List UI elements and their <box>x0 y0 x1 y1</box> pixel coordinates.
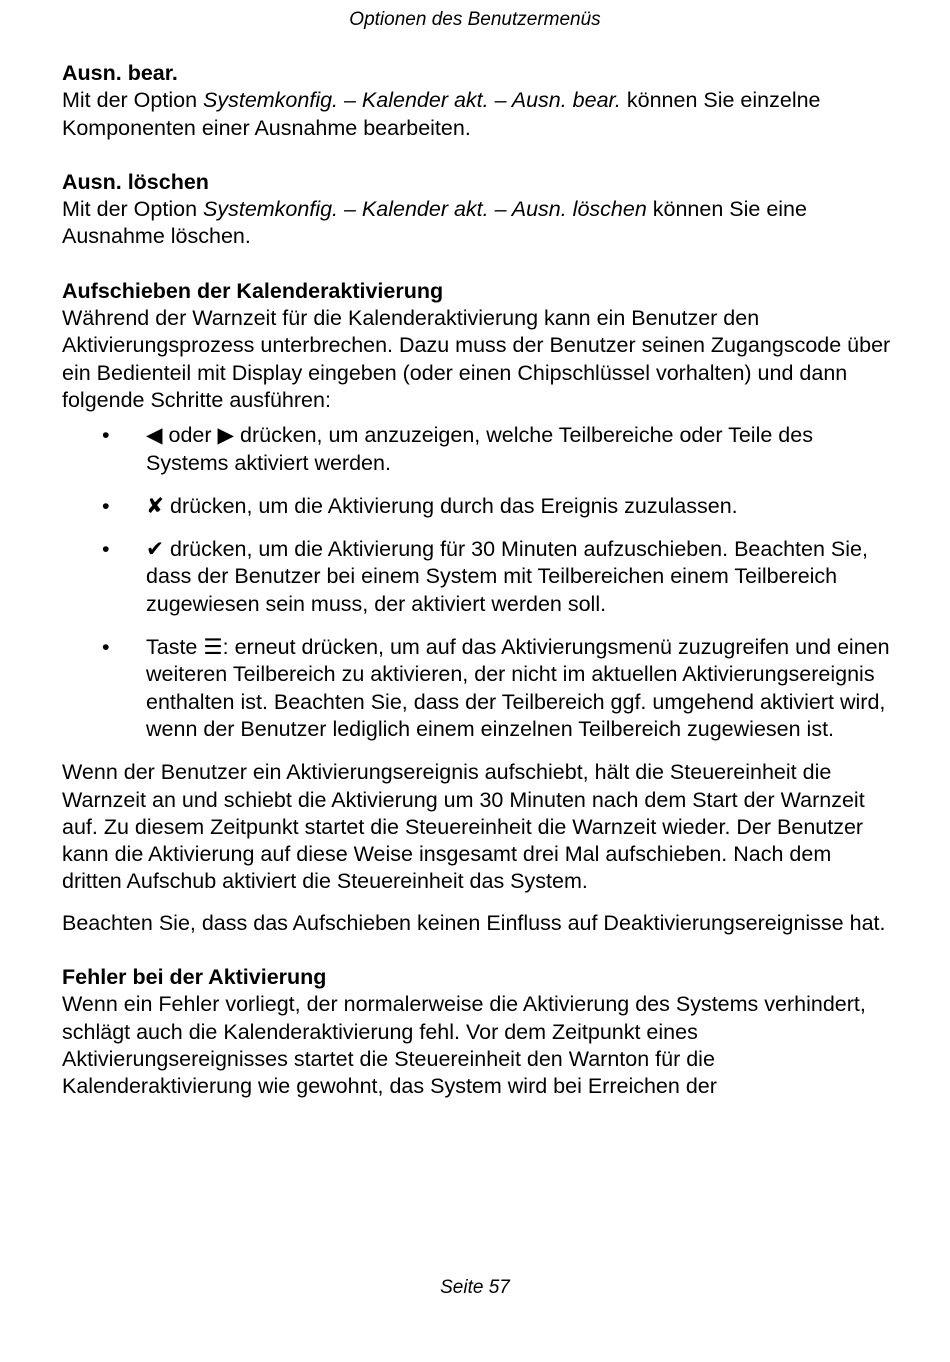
section-aufschieben <box>62 278 892 937</box>
menu-path: Systemkonfig. – Kalender akt. – Ausn. bear. <box>203 88 621 113</box>
list-item <box>62 634 892 743</box>
bullet-icon: • <box>102 423 110 448</box>
menu-key-icon: ☰: <box>203 635 229 660</box>
list-item <box>62 422 892 477</box>
body-text: erneut drücken, um auf das Aktivierungsmenü zuzugreifen und einen weiteren Teilbereich zu aktivieren, der nicht im aktuellen Aktivierungsereignis enthalten ist. Beachten Sie, dass der Teilbereich ggf. umgehend aktiviert wird, wenn der Benutzer lediglich einem einzelnen Teilbereich zugewiesen ist. <box>146 635 890 741</box>
paragraph: Wenn der Benutzer ein Aktivierungsereignis aufschiebt, hält die Steuereinheit die Warnzeit an und schiebt die Aktivierung um 30 Minuten nach dem Start der Warnzeit auf. Zu diesem Zeitpunkt startet die Steuereinheit die Warnzeit wieder. Der Benutzer kann die Aktivierung auf diese Weise insgesamt drei Mal aufschieben. Nach dem dritten Aufschub aktiviert die Steuereinheit das System. <box>62 760 865 894</box>
bullet-icon: • <box>102 635 110 660</box>
section-heading: Ausn. bear. <box>62 61 178 85</box>
body-text: drücken, um anzuzeigen, welche Teilbereiche oder Teile des Systems aktiviert werden. <box>146 423 813 475</box>
body-text: Mit der Option <box>62 88 203 113</box>
bullet-icon: • <box>102 537 110 562</box>
checkmark-icon: ✔ <box>146 537 165 562</box>
section-heading: Fehler bei der Aktivierung <box>62 965 327 990</box>
section-fehler <box>62 964 892 1100</box>
left-arrow-icon: ◀ <box>146 423 163 448</box>
page-number: Seite 57 <box>440 1277 510 1298</box>
menu-path: Systemkonfig. – Kalender akt. – Ausn. löschen <box>203 197 647 222</box>
body-text: drücken, um die Aktivierung für 30 Minuten aufzuschieben. Beachten Sie, dass der Benutzer bei einem System mit Teilbereichen einem Teilbereich zugewiesen sein muss, der aktiviert werden soll. <box>146 537 868 616</box>
right-arrow-icon: ▶ <box>217 423 235 448</box>
list-item <box>62 493 892 520</box>
paragraph: Beachten Sie, dass das Aufschieben keinen Einfluss auf Deaktivierungsereignisse hat. <box>62 910 886 935</box>
section-intro: Während der Warnzeit für die Kalenderaktivierung kann ein Benutzer den Aktivierungsprozess unterbrechen. Dazu muss der Benutzer seinen Zugangscode über ein Bedienteil mit Display eingeben (oder einen Chipschlüssel vorhalten) und dann folgende Schritte ausführen: <box>62 306 891 412</box>
section-body: Wenn ein Fehler vorliegt, der normalerweise die Aktivierung des Systems verhindert, schlägt auch die Kalenderaktivierung fehl. Vor dem Zeitpunkt eines Aktivierungsereignisses startet die Steuereinheit den Warnton für die Kalenderaktivierung wie gewohnt, das System wird bei Erreichen der <box>62 992 866 1099</box>
section-ausn-bear <box>62 60 892 142</box>
body-text: können Sie einzelne Komponenten einer Ausnahme bearbeiten. <box>62 88 821 140</box>
body-text: oder <box>162 423 218 448</box>
page-content <box>62 60 892 1101</box>
section-body <box>62 196 892 251</box>
running-header: Optionen des Benutzermenüs <box>349 9 601 30</box>
section-body <box>62 87 892 142</box>
list-item <box>62 536 892 618</box>
steps-list <box>62 422 892 743</box>
body-text: drücken, um die Aktivierung durch das Ereignis zuzulassen. <box>164 493 738 518</box>
section-heading: Aufschieben der Kalenderaktivierung <box>62 278 444 303</box>
cross-icon: ✘ <box>146 493 165 518</box>
bullet-icon: • <box>102 493 110 518</box>
body-text: Taste <box>146 635 204 660</box>
section-ausn-loeschen <box>62 169 892 251</box>
body-text: Mit der Option <box>62 197 203 222</box>
section-heading: Ausn. löschen <box>62 169 209 194</box>
body-text: können Sie eine Ausnahme löschen. <box>62 197 807 249</box>
